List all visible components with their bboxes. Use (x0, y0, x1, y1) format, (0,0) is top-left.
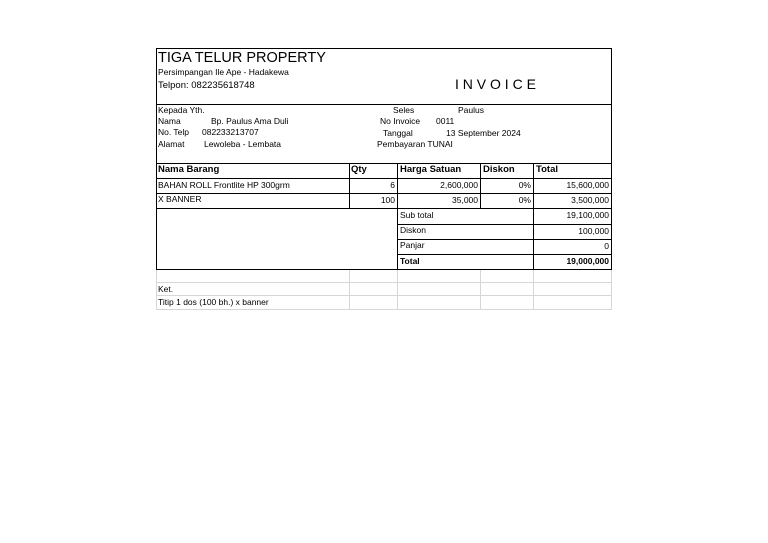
divider-header (156, 104, 612, 105)
customer-address: Lewoleba - Lembata (204, 139, 282, 149)
to-label: Kepada Yth. (158, 105, 205, 115)
sales-label: Seles (393, 105, 415, 115)
company-name: TIGA TELUR PROPERTY (158, 50, 326, 66)
row-2-discount: 0% (518, 195, 531, 205)
grid-col-4 (533, 270, 534, 309)
grid-col-1 (349, 270, 350, 309)
invoice-date: 13 September 2024 (446, 128, 521, 138)
border-right (611, 48, 612, 270)
header-discount: Diskon (483, 164, 515, 175)
invoice-number: 0011 (436, 116, 455, 126)
invoice-number-label: No Invoice (380, 116, 421, 126)
date-label: Tanggal (383, 128, 413, 138)
grid-col-2 (397, 270, 398, 309)
notes-label: Ket. (158, 284, 174, 294)
summary-line-1 (397, 224, 612, 225)
row-2-bottom (156, 208, 612, 209)
down-payment-value: 0 (604, 241, 609, 251)
row-1-price: 2,600,000 (440, 180, 478, 190)
row-2-total: 3,500,000 (571, 195, 609, 205)
summary-bottom (156, 269, 612, 270)
row-2-price: 35,000 (452, 195, 478, 205)
header-price: Harga Satuan (400, 164, 462, 175)
company-phone: Telpon: 082235618748 (158, 80, 255, 91)
total-value: 19,000,000 (566, 256, 609, 266)
name-label: Nama (158, 116, 181, 126)
row-2-item: X BANNER (158, 194, 202, 204)
subtotal-label: Sub total (400, 210, 434, 220)
row-1-bottom (156, 193, 612, 194)
notes-text: Titip 1 dos (100 bh.) x banner (158, 297, 269, 307)
row-1-qty: 6 (390, 180, 395, 190)
summary-line-2 (397, 239, 612, 240)
company-address: Persimpangan Ile Ape - Hadakewa (158, 67, 289, 77)
grid-col-5 (611, 270, 612, 309)
summary-discount-label: Diskon (400, 225, 426, 235)
customer-phone: 082233213707 (202, 127, 259, 137)
down-payment-label: Panjar (400, 240, 425, 250)
grid-line-2 (156, 295, 612, 296)
subtotal-value: 19,100,000 (566, 210, 609, 220)
row-2-qty: 100 (380, 195, 395, 205)
customer-name: Bp. Paulus Ama Duli (211, 116, 289, 126)
header-item: Nama Barang (158, 164, 220, 175)
grid-line-1 (156, 282, 612, 283)
payment-method: Pembayaran TUNAI (377, 139, 453, 149)
summary-discount-value: 100,000 (578, 226, 609, 236)
grid-col-0 (156, 270, 157, 309)
table-header-bottom (156, 178, 612, 179)
invoice-title: I N V O I C E (455, 76, 536, 92)
sales-value: Paulus (458, 105, 484, 115)
grid-line-3 (156, 309, 612, 310)
border-left (156, 48, 157, 270)
row-1-discount: 0% (518, 180, 531, 190)
row-1-item: BAHAN ROLL Frontlite HP 300grm (158, 180, 290, 190)
summary-line-3 (397, 254, 612, 255)
header-qty: Qty (351, 164, 367, 175)
row-1-total: 15,600,000 (566, 180, 609, 190)
address-label: Alamat (158, 139, 185, 149)
phone-label: No. Telp (158, 127, 190, 137)
header-total: Total (536, 164, 558, 175)
grid-col-3 (480, 270, 481, 309)
total-label: Total (400, 256, 420, 266)
